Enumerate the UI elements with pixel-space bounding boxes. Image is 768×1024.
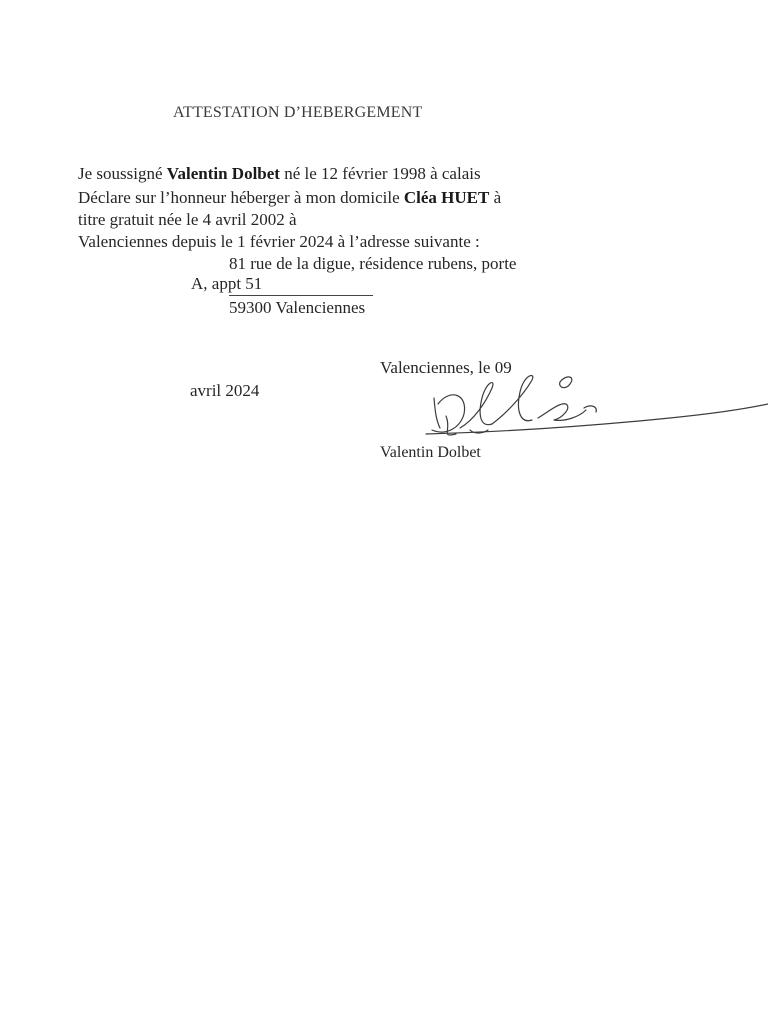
signature-stroke xyxy=(426,404,768,434)
hosted-person-name: Cléa HUET xyxy=(403,188,490,207)
document-title: ATTESTATION D’HEBERGEMENT xyxy=(173,104,423,121)
signature-stroke xyxy=(492,376,533,424)
signature-stroke xyxy=(560,377,572,388)
declarant-line xyxy=(78,164,481,184)
signer-name: Valentin Dolbet xyxy=(380,444,481,461)
address-line-3: 59300 Valenciennes xyxy=(229,298,366,317)
signature-stroke xyxy=(460,383,493,428)
hosting-start-line: Valenciennes depuis le 1 février 2024 à l’adresse suivante : xyxy=(78,232,480,251)
hosted-birth-line: titre gratuit née le 4 avril 2002 à xyxy=(78,210,297,229)
signature-stroke xyxy=(584,406,596,412)
declarant-name: Valentin Dolbet xyxy=(166,164,280,183)
address-line-1: 81 rue de la digue, résidence rubens, porte xyxy=(229,254,517,273)
declarant-line-intro: Je soussigné xyxy=(78,164,167,183)
declaration-text: Déclare sur l’honneur héberger à mon domicile xyxy=(78,188,404,207)
address-line-2: A, appt 51 xyxy=(191,274,263,293)
declaration-line xyxy=(78,188,501,208)
signature-stroke xyxy=(538,404,586,421)
declaration-tail: à xyxy=(489,188,502,207)
handwritten-signature xyxy=(420,368,768,448)
date-month-year: avril 2024 xyxy=(190,381,260,400)
declarant-birth: né le 12 février 1998 à calais xyxy=(279,164,481,183)
place-and-date: Valenciennes, le 09 xyxy=(380,358,512,377)
signature-stroke xyxy=(446,416,456,435)
address-underline xyxy=(229,295,373,296)
